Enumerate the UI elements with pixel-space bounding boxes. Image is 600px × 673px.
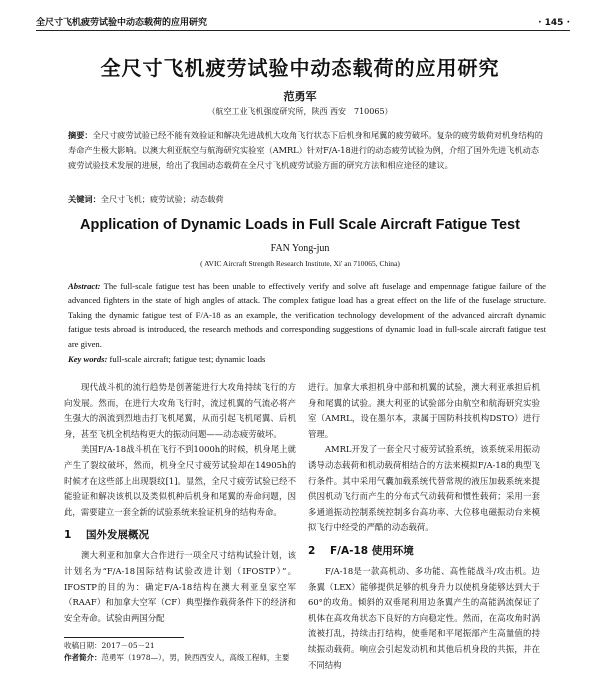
body-column-right bbox=[308, 380, 540, 673]
abstract-en-label: Abstract: bbox=[68, 281, 101, 291]
paragraph: 澳大利亚和加拿大合作进行一项全尺寸结构试验计划，该计划名为“F/A-18国际结构试验改进计划（IFOSTP）”。IFOSTP的目的为：确定F/A-18结构在澳大利亚皇家空军（RAAF）和加拿大空军（CF）典型操作载荷条件下的经济和安全寿命。试验由两国分配 bbox=[64, 550, 296, 623]
section-heading-2 bbox=[308, 544, 540, 558]
author-bio bbox=[64, 652, 296, 664]
keywords-cn-label: 关键词： bbox=[68, 194, 101, 204]
header-rule bbox=[36, 30, 570, 31]
paragraph: 现代战斗机的流行趋势是创著能进行大攻角持续飞行的方向发展。然而，在进行大攻角飞行时，流过机翼的气流必将产生强大的涡流到烈地击打飞机尾翼，从而引起飞机尾翼、后机身，甚至飞机全机结构更大的振动问题——动态疲劳破坏。 bbox=[64, 382, 296, 439]
author-bio-label: 作者简介： bbox=[64, 653, 102, 662]
paragraph: 进行。加拿大承担机身中部和机翼的试验，澳大利亚承担后机身和尾翼的试验。澳大利亚的试验部分由航空和航海研究实验室（AMRL，设在墨尔本，隶属于国防科技机构DSTO）进行管理。 bbox=[308, 382, 540, 439]
keywords-en-label: Key words: bbox=[68, 354, 108, 364]
section-number: 1 bbox=[64, 529, 72, 542]
paragraph: 美国F/A-18战斗机在飞行不到1000h的时候，机身尾上就产生了裂纹破坏，然而，机身全尺寸疲劳试验却在14905h的时候才在这些部上出现裂纹[1]。显然，全尺寸疲劳试验已经不能验证和解决该机以及类似机种后机身和尾翼的寿命问题，因此，需要建立一套全新的试验系统来验证机身的结构寿命。 bbox=[64, 444, 296, 517]
section-number: 2 bbox=[308, 544, 316, 557]
received-date: 收稿日期：2017－05－21 bbox=[64, 641, 155, 650]
abstract-cn bbox=[68, 128, 546, 173]
running-head-title: 全尺寸飞机疲劳试验中动态载荷的应用研究 bbox=[36, 18, 208, 28]
body-column-left bbox=[64, 380, 296, 626]
affiliation-en: ( AVIC Aircraft Strength Research Institute, Xi' an 710065, China) bbox=[200, 259, 400, 268]
keywords-cn-text: 全尺寸飞机；疲劳试验；动态载荷 bbox=[100, 194, 224, 204]
section-title: F/A-18 使用环境 bbox=[330, 544, 414, 557]
paragraph: F/A-18是一款高机动、多功能、高性能战斗/攻击机。边条翼（LEX）能够提供足够的机身升力以使机身能够达到大于60°的攻角。倾斜的双垂尾利用边条翼产生的高能涡流保证了机体在高攻角状态下良好的方向稳定性。然而，在高攻角时涡流被打乱，持续击打结构，使垂尾和平尾振部产生高量值的持续振动载荷。响应会引起发动机和其他后机身段的共振，并在不同结构 bbox=[308, 565, 540, 670]
section-heading-1 bbox=[64, 528, 296, 542]
keywords-en-text: full-scale aircraft; fatigue test; dynamic loads bbox=[107, 354, 266, 364]
abstract-en-text: The full-scale fatigue test has been unable to effectively verify and solve aft fuselage and empennage fatigue failure of the advanced fighters in the state of high angles of attack. The complex fatigue load has a great effect on the life of the fuselage structure. Taking the dynamic fatigue test of F/A-18 as an example, the verification technology development of the advanced aircraft dynamic fatigue tests abroad is introduced, the research methods and corresponding suggestions of dynamic load in full-scale aircraft fatigue test are given. bbox=[68, 281, 546, 349]
abstract-cn-label: 摘要： bbox=[68, 130, 93, 140]
keywords-cn bbox=[68, 192, 546, 207]
paragraph: AMRL开发了一套全尺寸疲劳试验系统，该系统采用振动诱导动态载荷和机动载荷相结合的方法来模拟F/A-18的典型飞行条件。其中采用气囊加载系统代替常规的液压加载系统来提供因机动飞行而产生的分布式气动载荷和惯性载荷；采用一套多通道振动控制系统控制多台高功率、大位移电磁振动台来模拟飞行中经受的严酷的动态载荷。 bbox=[308, 444, 540, 533]
author-bio-text: 范勇军（1978—），男，陕西西安人，高级工程师，主要 bbox=[101, 653, 290, 662]
author-en: FAN Yong-jun bbox=[270, 243, 330, 254]
abstract-cn-text: 全尺寸疲劳试验已经不能有效验证和解决先进战机大攻角飞行状态下后机身和尾翼的疲劳破坏。复杂的疲劳载荷对机身结构的寿命产生极大影响。以澳大利亚航空与航海研究实验室（AMRL）针对F/A-18进行的动态疲劳试验为例，介绍了国外先进飞机动态疲劳试验技术发展的进展，给出了我国动态载荷在全尺寸飞机疲劳试验方面的研究方法和相应途径的建议。 bbox=[68, 130, 543, 170]
title-cn: 全尺寸飞机疲劳试验中动态载荷的应用研究 bbox=[100, 56, 500, 80]
author-cn: 范勇军 bbox=[283, 90, 317, 103]
abstract-en bbox=[68, 279, 546, 351]
section-title: 国外发展概况 bbox=[86, 529, 149, 542]
footnote-rule bbox=[64, 637, 184, 638]
affiliation-cn: （航空工业飞机强度研究所，陕西 西安 710065） bbox=[207, 107, 393, 116]
running-head bbox=[36, 12, 570, 28]
keywords-en bbox=[68, 352, 546, 366]
footnote bbox=[64, 640, 296, 664]
title-en: Application of Dynamic Loads in Full Scale Aircraft Fatigue Test bbox=[80, 217, 520, 233]
page-number: · 145 · bbox=[538, 18, 570, 28]
